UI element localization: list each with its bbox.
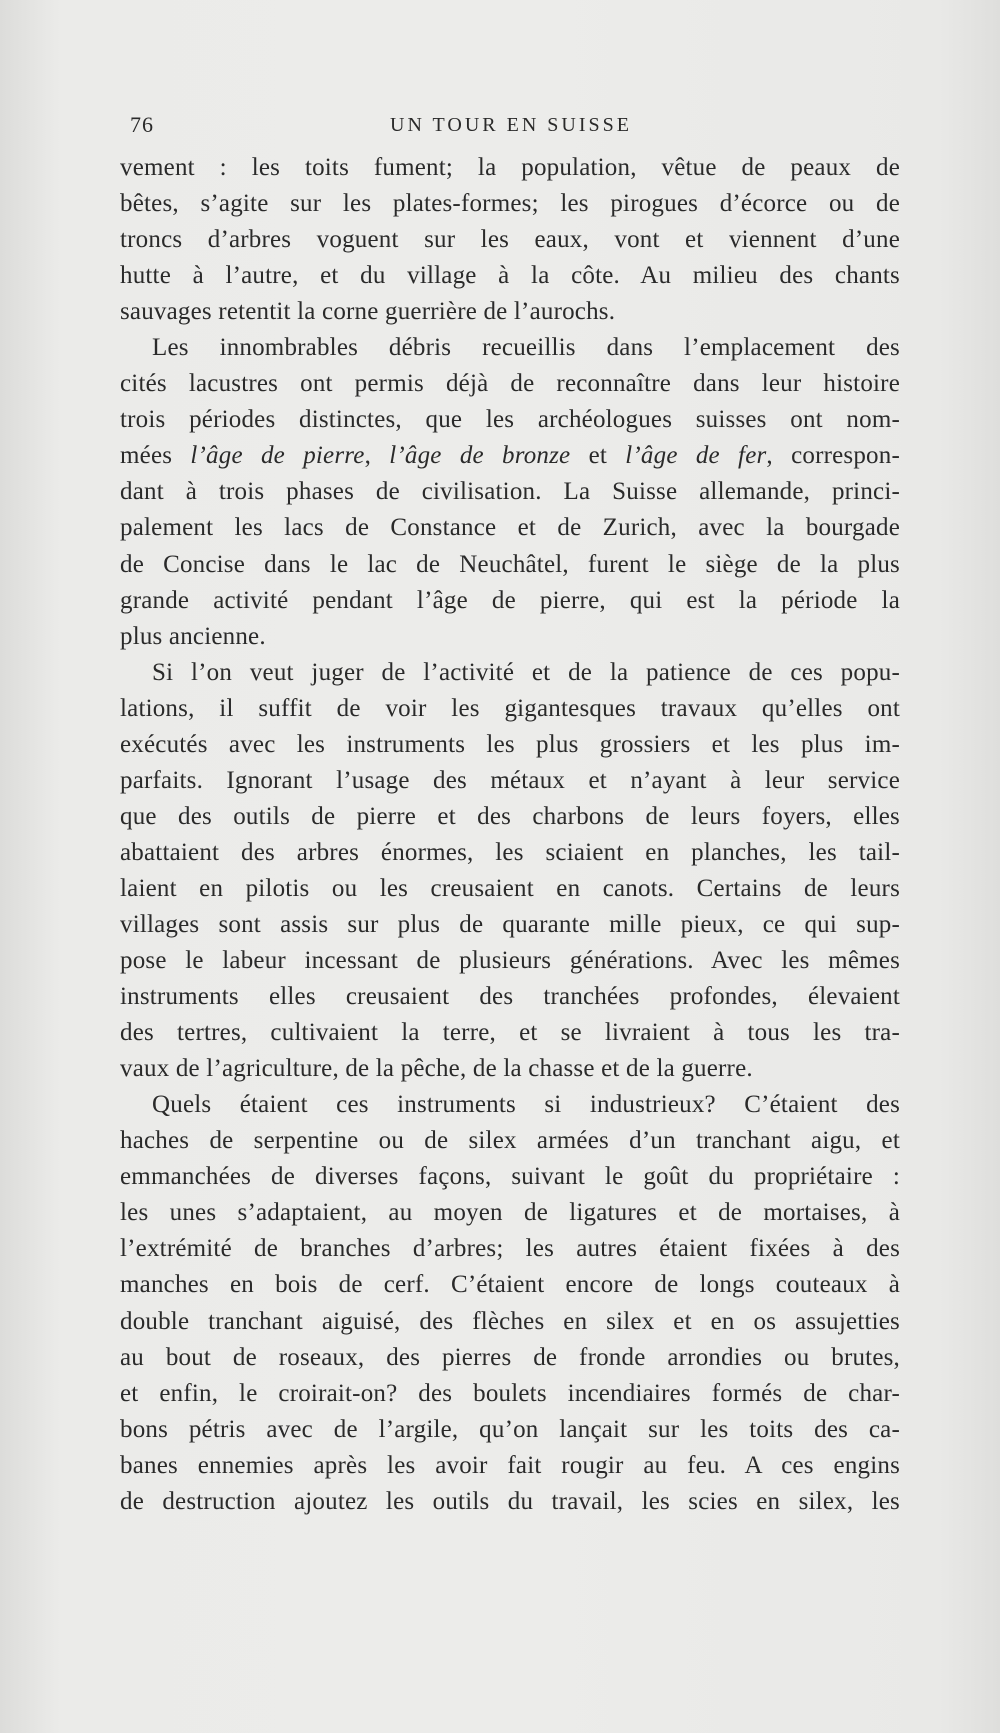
text-line: trois périodes distinctes, que les archéologues suisses ont nom- xyxy=(120,406,900,434)
text-line: lations, il suffit de voir les gigantesques travaux qu’elles ont xyxy=(120,694,900,722)
text-line: Les innombrables débris recueillis dans l’emplacement des xyxy=(152,334,900,362)
text-line: palement les lacs de Constance et de Zurich, avec la bourgade xyxy=(120,514,900,542)
text-line: abattaient des arbres énormes, les sciaient en planches, les tail- xyxy=(120,838,900,866)
text-fragment: et xyxy=(570,442,626,470)
text-fragment: mées xyxy=(120,442,191,470)
text-line: cités lacustres ont permis déjà de reconnaître dans leur histoire xyxy=(120,370,900,398)
text-line: l’extrémité de branches d’arbres; les autres étaient fixées à des xyxy=(120,1235,900,1263)
text-fragment: , correspon- xyxy=(766,442,900,470)
text-line: dant à trois phases de civilisation. La Suisse allemande, princi- xyxy=(120,478,900,506)
italic-term: l’âge de bronze xyxy=(389,442,571,470)
page-number: 76 xyxy=(130,112,154,137)
text-line: haches de serpentine ou de silex armées d’un tranchant aigu, et xyxy=(120,1127,900,1155)
text-line: manches en bois de cerf. C’étaient encore de longs couteaux à xyxy=(120,1271,900,1299)
text-line: pose le labeur incessant de plusieurs générations. Avec les mêmes xyxy=(120,947,900,975)
text-line: parfaits. Ignorant l’usage des métaux et n’ayant à leur service xyxy=(120,766,900,794)
text-line: sauvages retentit la corne guerrière de l’aurochs. xyxy=(120,298,616,326)
text-line: Si l’on veut juger de l’activité et de la patience de ces popu- xyxy=(152,658,900,686)
running-head xyxy=(130,112,900,142)
text-line: plus ancienne. xyxy=(120,622,266,650)
text-line: et enfin, le croirait-on? des boulets incendiaires formés de char- xyxy=(120,1379,900,1407)
text-line: grande activité pendant l’âge de pierre, qui est la période la xyxy=(120,586,900,614)
text-line: hutte à l’autre, et du village à la côte. Au milieu des chants xyxy=(120,262,900,290)
text-line: villages sont assis sur plus de quarante mille pieux, ce qui sup- xyxy=(120,910,900,938)
text-line: des tertres, cultivaient la terre, et se livraient à tous les tra- xyxy=(120,1019,900,1047)
text-line: vaux de l’agriculture, de la pêche, de la chasse et de la guerre. xyxy=(120,1055,753,1083)
text-fragment: , xyxy=(364,442,390,470)
text-line: que des outils de pierre et des charbons de leurs foyers, elles xyxy=(120,802,900,830)
body-text xyxy=(120,150,900,1520)
text-line: Quels étaient ces instruments si industrieux? C’étaient des xyxy=(152,1091,900,1119)
text-line: au bout de roseaux, des pierres de fronde arrondies ou brutes, xyxy=(120,1343,900,1371)
text-line: double tranchant aiguisé, des flèches en silex et en os assujetties xyxy=(120,1307,900,1335)
text-line: bons pétris avec de l’argile, qu’on lançait sur les toits des ca- xyxy=(120,1415,900,1443)
italic-term: l’âge de pierre xyxy=(190,442,365,470)
text-line-with-italics xyxy=(120,438,900,474)
text-line: instruments elles creusaient des tranchées profondes, élevaient xyxy=(120,983,900,1011)
text-line: de destruction ajoutez les outils du travail, les scies en silex, les xyxy=(120,1487,900,1515)
text-line: laient en pilotis ou les creusaient en canots. Certains de leurs xyxy=(120,874,900,902)
text-line: bêtes, s’agite sur les plates-formes; les pirogues d’écorce ou de xyxy=(120,190,900,218)
italic-term: l’âge de fer xyxy=(625,442,767,470)
text-line: troncs d’arbres voguent sur les eaux, vont et viennent d’une xyxy=(120,226,900,254)
text-line: vement : les toits fument; la population, vêtue de peaux de xyxy=(120,154,900,181)
text-line: banes ennemies après les avoir fait rougir au feu. A ces engins xyxy=(120,1451,900,1479)
running-title: UN TOUR EN SUISSE xyxy=(390,114,632,136)
text-line: emmanchées de diverses façons, suivant le goût du propriétaire : xyxy=(120,1163,900,1191)
text-line: les unes s’adaptaient, au moyen de ligatures et de mortaises, à xyxy=(120,1199,900,1227)
text-line: exécutés avec les instruments les plus grossiers et les plus im- xyxy=(120,730,900,758)
text-line: de Concise dans le lac de Neuchâtel, furent le siège de la plus xyxy=(120,550,900,578)
